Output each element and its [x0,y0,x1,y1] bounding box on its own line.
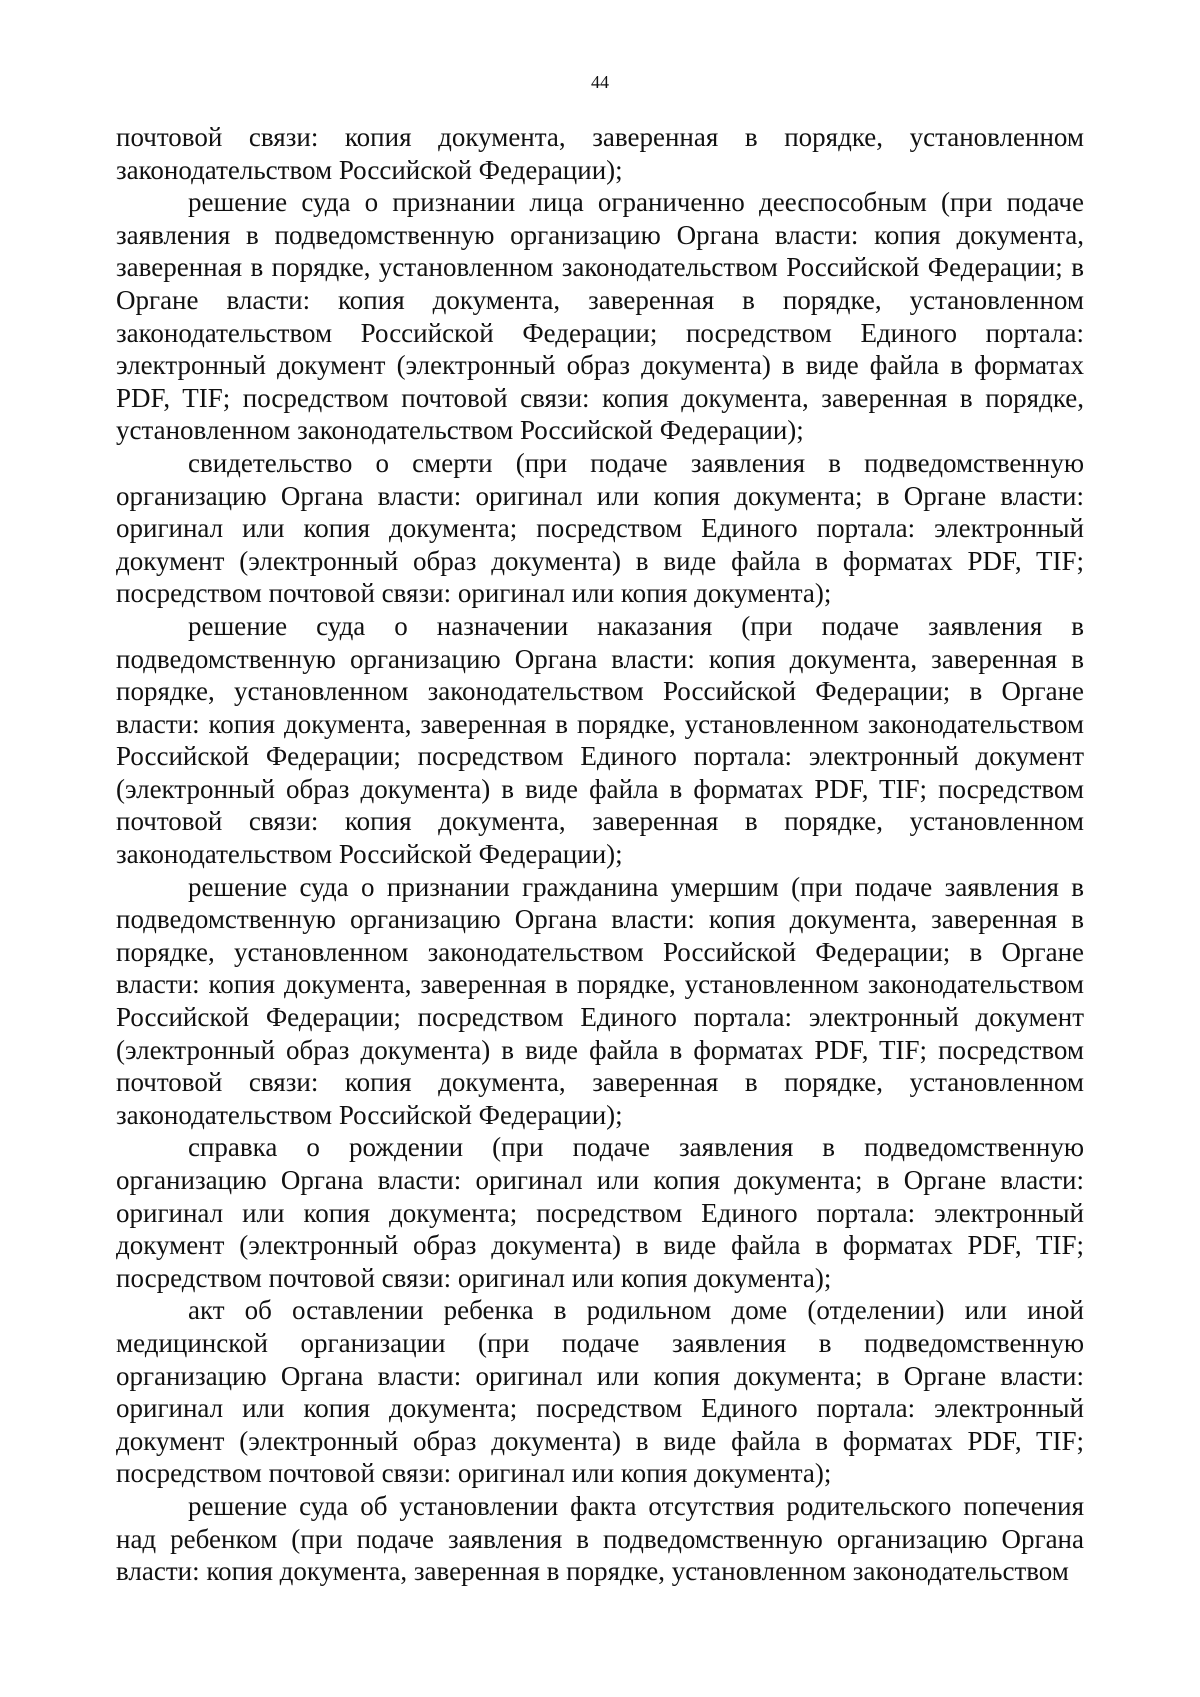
paragraph-court-decision-limited-capacity: решение суда о признании лица ограниченно дееспособным (при подаче заявления в подведомственную организацию Органа власти: копия документа, заверенная в порядке, установленном законодательством Российской Федерации; в Органе власти: копия документа, заверенная в порядке, установленном законодательством Российской Федерации; посредством Единого портала: электронный документ (электронный образ документа) в виде файла в форматах PDF, TIF; посредством почтовой связи: копия документа, заверенная в порядке, установленном законодательством Российской Федерации); [116,187,1084,446]
paragraph-court-decision-punishment: решение суда о назначении наказания (при подаче заявления в подведомственную организацию Органа власти: копия документа, заверенная в порядке, установленном законодательством Российской Федерации; в Органе власти: копия документа, заверенная в порядке, установленном законодательством Российской Федерации; посредством Единого портала: электронный документ (электронный образ документа) в виде файла в форматах PDF, TIF; посредством почтовой связи: копия документа, заверенная в порядке, установленном законодательством Российской Федерации); [116,610,1084,870]
paragraph-death-certificate: свидетельство о смерти (при подаче заявления в подведомственную организацию Органа власти: оригинал или копия документа; в Органе власти: оригинал или копия документа; посредством Единого портала: электронный документ (электронный образ документа) в виде файла в форматах PDF, TIF; посредством почтовой связи: оригинал или копия документа); [116,447,1084,609]
paragraph-postal-copy-continuation: почтовой связи: копия документа, заверенная в порядке, установленном законодательством Российской Федерации); [116,122,1084,185]
document-body [116,121,1084,1588]
paragraph-court-decision-declared-dead: решение суда о признании гражданина умершим (при подаче заявления в подведомственную организацию Органа власти: копия документа, заверенная в порядке, установленном законодательством Российской Федерации; в Органе власти: копия документа, заверенная в порядке, установленном законодательством Российской Федерации; посредством Единого портала: электронный документ (электронный образ документа) в виде файла в форматах PDF, TIF; посредством почтовой связи: копия документа, заверенная в порядке, установленном законодательством Российской Федерации); [116,871,1084,1130]
page-number: 44 [591,72,609,92]
paragraph-court-decision-no-parental-care: решение суда об установлении факта отсутствия родительского попечения над ребенком (при подаче заявления в подведомственную организацию Органа власти: копия документа, заверенная в порядке, установленном законодательством [116,1490,1084,1587]
paragraph-child-abandonment-act: акт об оставлении ребенка в родильном доме (отделении) или иной медицинской организации (при подаче заявления в подведомственную организацию Органа власти: оригинал или копия документа; в Органе власти: оригинал или копия документа; посредством Единого портала: электронный документ (электронный образ документа) в виде файла в форматах PDF, TIF; посредством почтовой связи: оригинал или копия документа); [116,1295,1084,1489]
paragraph-birth-certificate-note: справка о рождении (при подаче заявления в подведомственную организацию Органа власти: оригинал или копия документа; в Органе власти: оригинал или копия документа; посредством Единого портала: электронный документ (электронный образ документа) в виде файла в форматах PDF, TIF; посредством почтовой связи: оригинал или копия документа); [116,1132,1084,1293]
